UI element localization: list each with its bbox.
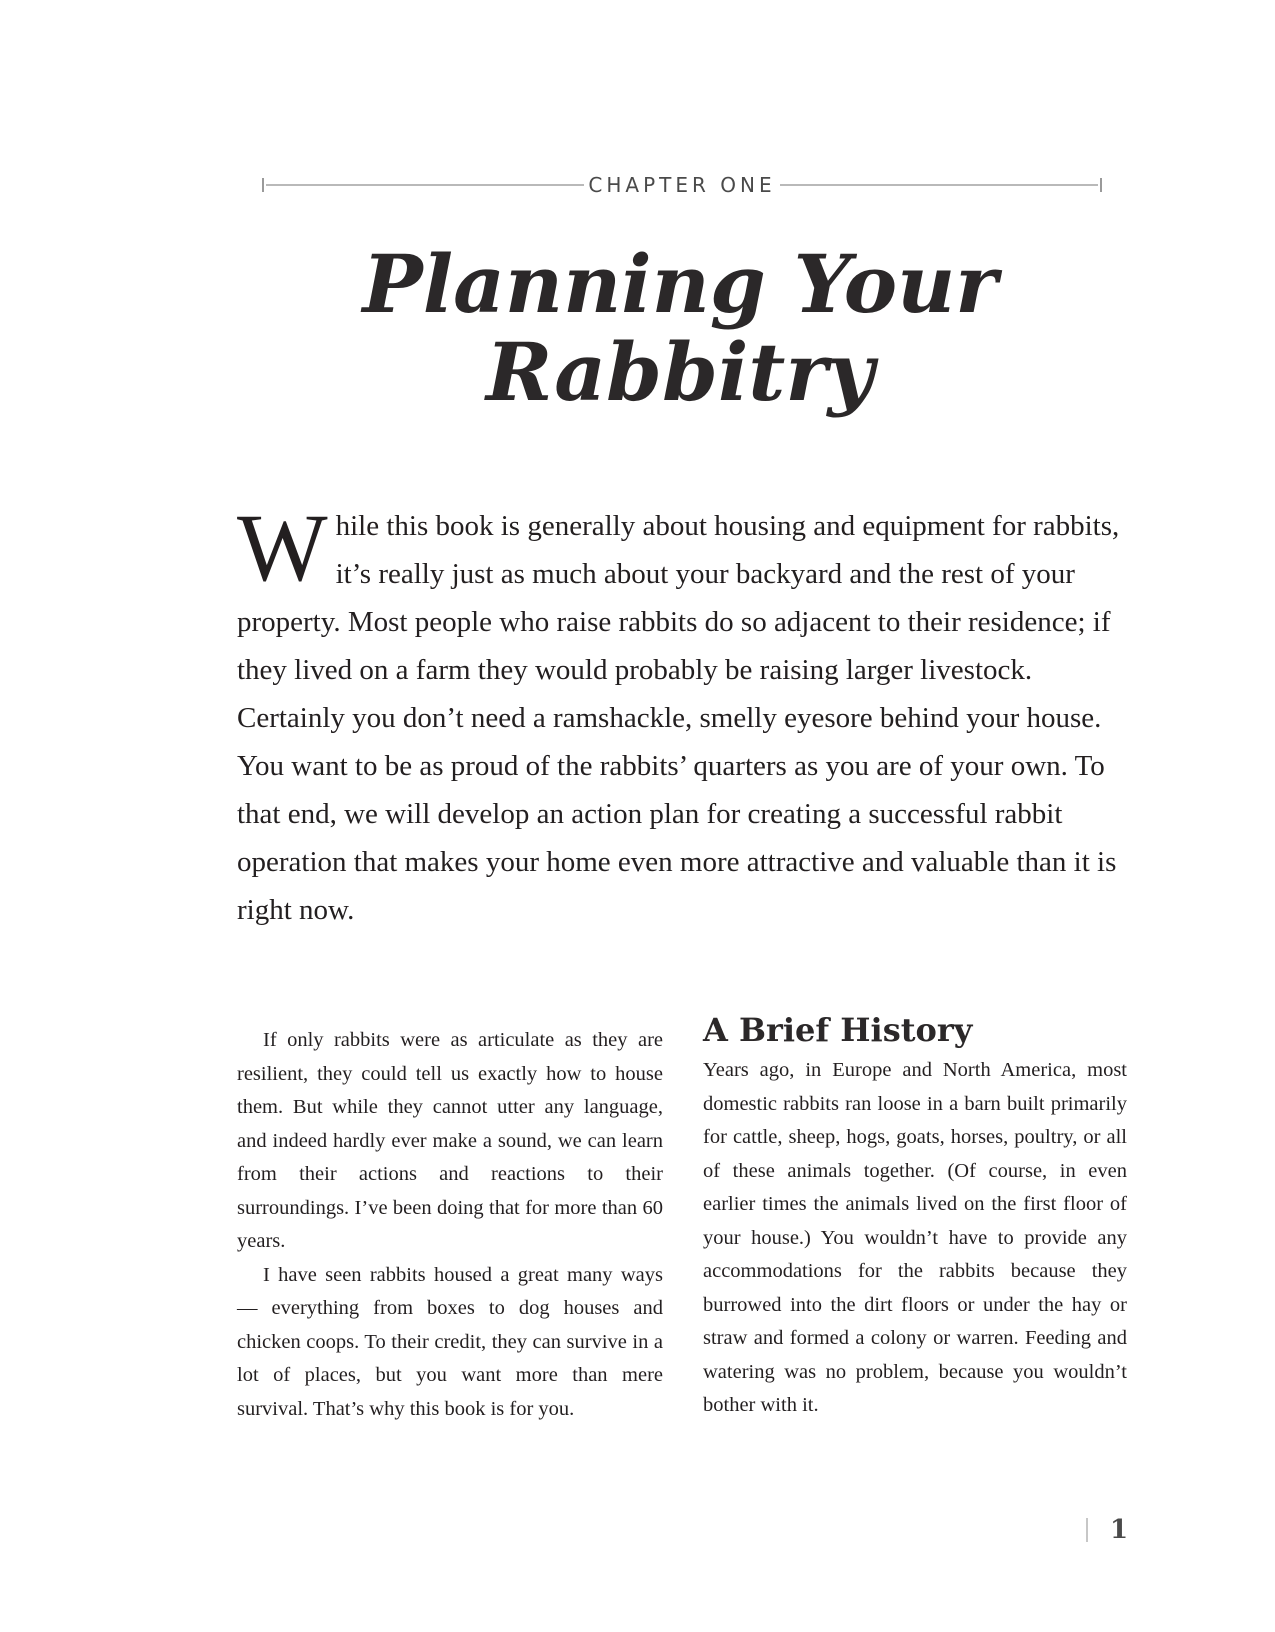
body-paragraph: If only rabbits were as articulate as they are resilient, they could tell us exactly how to house them. But while they cannot utter any language, and indeed hardly ever make a sound, we can learn from their actions and reactions to their surroundings. I’ve been doing that for more than 60 years. <box>237 1029 663 1252</box>
chapter-header <box>262 170 1102 200</box>
chapter-title <box>200 237 1160 419</box>
rule-right-line <box>780 184 1098 186</box>
body-paragraph: I have seen rabbits housed a great many ways — everything from boxes to dog houses and chicken coops. To their credit, they can survive in a lot of places, but you want more than mere survival. That’s why this book is for you. <box>237 1263 663 1420</box>
folio-rule <box>1086 1518 1088 1542</box>
rule-right-cap <box>1100 178 1102 192</box>
intro-paragraph <box>237 494 1131 934</box>
chapter-title-line-1: Planning Your <box>362 237 998 331</box>
body-paragraph: Years ago, in Europe and North America, most domestic rabbits ran loose in a barn built primarily for cattle, sheep, hogs, goats, horses, poultry, or all of these animals together. (Of course, in even earlier times the animals lived on the first floor of your house.) You wouldn’t have to provide any accommodations for the rabbits because they burrowed into the dirt floors or under the hay or straw and formed a colony or warren. Feeding and watering was no problem, because you wouldn’t bother with it. <box>703 1059 1127 1416</box>
chapter-label: CHAPTER ONE <box>588 173 776 197</box>
page-folio <box>1086 1516 1136 1546</box>
page-number: 1 <box>1110 1515 1129 1545</box>
intro-text: hile this book is generally about housing and equipment for rabbits, it’s really just as much about your backyard and the rest of your property. Most people who raise rabbits do so adjacent to their residence; if they lived on a farm they would probably be raising larger livestock. Certainly you don’t need a ramshackle, smelly eyesore behind your house. You want to be as proud of the rabbits’ quarters as you are of your own. To that end, we will develop an action plan for creating a successful rabbit operation that makes your home even more attractive and valuable than it is right now. <box>237 510 1120 926</box>
drop-cap: W <box>237 494 328 601</box>
left-column <box>237 1024 663 1426</box>
chapter-title-line-2: Rabbitry <box>485 325 874 419</box>
section-heading: A Brief History <box>703 1011 973 1049</box>
right-column <box>703 1010 1127 1423</box>
